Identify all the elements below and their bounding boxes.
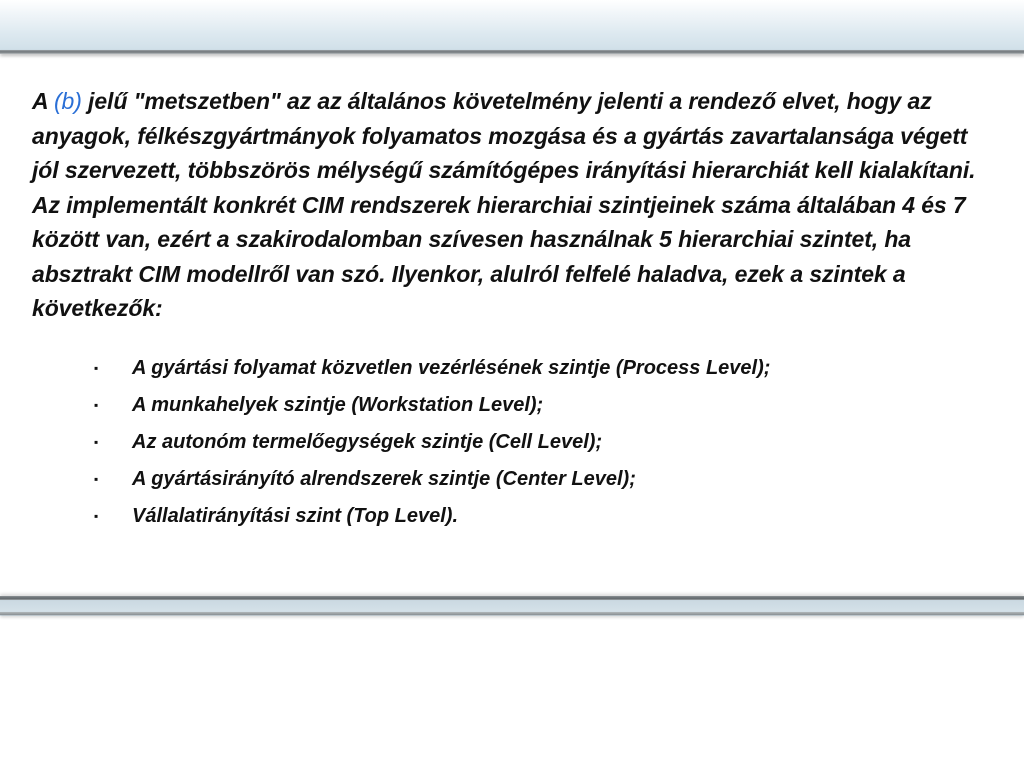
slide-content xyxy=(32,84,992,535)
list-item xyxy=(32,350,992,387)
footer-divider-bottom xyxy=(0,612,1024,615)
header-band xyxy=(0,0,1024,52)
bullet-icon: ▪ xyxy=(94,508,99,523)
level-list xyxy=(32,350,992,535)
list-item-text: Vállalatirányítási szint (Top Level). xyxy=(132,504,459,527)
list-item xyxy=(32,461,992,498)
list-item-text: A gyártási folyamat közvetlen vezérlésének szintje (Process Level); xyxy=(132,356,771,379)
paragraph-highlight: (b) xyxy=(53,88,82,114)
footer-divider-top xyxy=(0,596,1024,600)
bullet-icon: ▪ xyxy=(94,471,99,486)
list-item-text: Az autonóm termelőegységek szintje (Cell Level); xyxy=(132,430,603,453)
list-item-text: A gyártásirányító alrendszerek szintje (Center Level); xyxy=(132,467,636,490)
intro-paragraph xyxy=(32,84,992,326)
paragraph-body: jelű "metszetben" az az általános követelmény jelenti a rendező elvet, hogy az anyagok, félkészgyártmányok folyamatos mozgása és a gyártás zavartalansága végett jól szervezett, többszörös mélységű számítógépes irányítási hierarchiát kell kialakítani. Az implementált konkrét CIM rendszerek hierarchiai szintjeinek száma általában 4 és 7 között van, ezért a szakirodalomban szívesen használnak 5 hierarchiai szintet, ha absztrakt CIM modellről van szó. Ilyenkor, alulról felfelé haladva, ezek a szintek a következők: xyxy=(32,88,976,321)
paragraph-prefix: A xyxy=(32,88,54,114)
list-item xyxy=(32,387,992,424)
list-item-text: A munkahelyek szintje (Workstation Level); xyxy=(132,393,544,416)
list-item xyxy=(32,498,992,535)
bullet-icon: ▪ xyxy=(94,360,99,375)
bullet-icon: ▪ xyxy=(94,397,99,412)
bullet-icon: ▪ xyxy=(94,434,99,449)
header-divider xyxy=(0,50,1024,54)
list-item xyxy=(32,424,992,461)
